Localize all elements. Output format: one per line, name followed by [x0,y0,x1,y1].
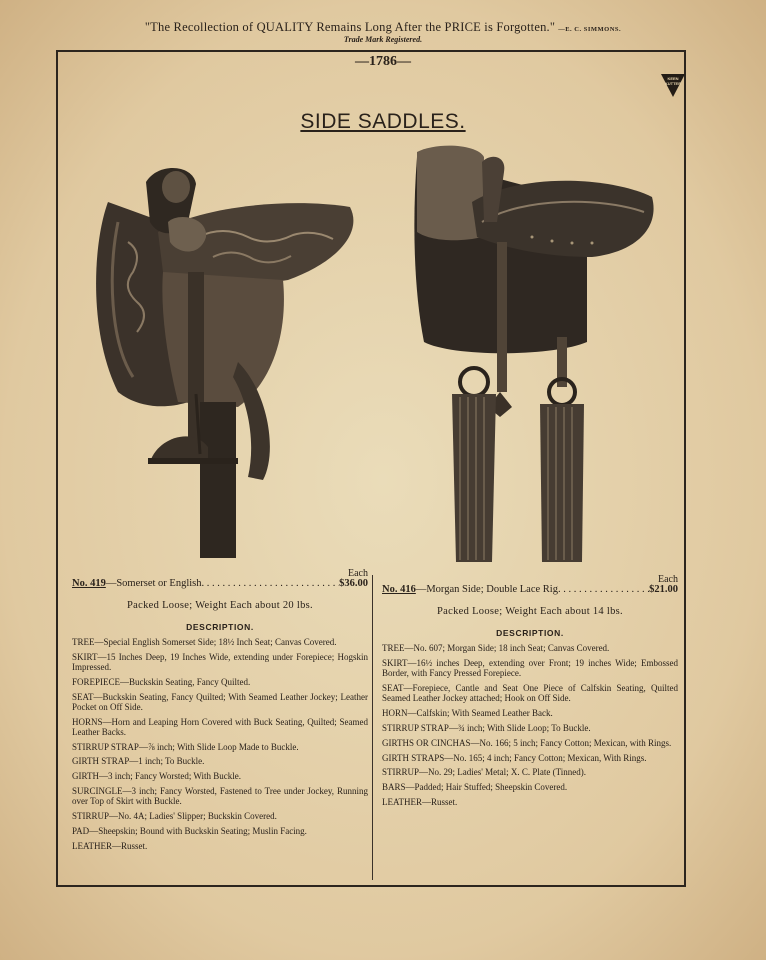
product-column-416 [382,574,678,813]
spec-seat: SEAT—Buckskin Seating, Fancy Quilted; With Seamed Leather Jockey; Leather Pocket on Off Side. [72,692,368,712]
product-name: —Morgan Side; Double Lace Rig [415,584,558,595]
header-motto [0,20,766,35]
page-title: SIDE SADDLES. [300,110,466,133]
spec-girths-cinchas: GIRTHS OR CINCHAS—No. 166; 5 inch; Fancy Cotton; Mexican, with Rings. [382,737,672,748]
spec-girth: GIRTH—3 inch; Fancy Worsted; With Buckle. [72,771,242,782]
spec-stirrup-strap: STIRRUP STRAP—⅞ inch; With Slide Loop Made to Buckle. [72,741,299,752]
spec-leather: LEATHER—Russet. [72,840,148,851]
packing-info: Packed Loose; Weight Each about 14 lbs. [437,605,623,617]
spec-bars: BARS—Padded; Hair Stuffed; Sheepskin Covered. [382,782,568,793]
spec-forepiece: FOREPIECE—Buckskin Seating, Fancy Quilted. [72,677,251,688]
spec-skirt: SKIRT—16½ inches Deep, extending over Front; 19 inches Wide; Embossed Border, with Fancy Pressed Forepiece. [382,658,678,679]
spec-stirrup-strap: STIRRUP STRAP—¾ inch; With Slide Loop; To Buckle. [382,722,591,733]
product-number: No. 416 [382,584,416,595]
svg-text:KEEN: KEEN [667,76,679,81]
morgan-saddle-illustration [412,142,662,572]
description-heading: DESCRIPTION. [186,622,254,633]
spec-stirrup: STIRRUP—No. 4A; Ladies' Slipper; Buckskin Covered. [72,811,277,822]
product-column-419 [72,568,368,857]
somerset-saddle-illustration [88,162,360,560]
spec-girth-straps: GIRTH STRAPS—No. 165; 4 inch; Fancy Cotton; Mexican, With Rings. [382,752,647,763]
column-divider [372,575,373,880]
spec-skirt: SKIRT—15 Inches Deep, 19 Inches Wide, extending under Forepiece; Hogskin Impressed. [72,652,368,673]
spec-leather: LEATHER—Russet. [382,797,458,808]
packing-info: Packed Loose; Weight Each about 20 lbs. [127,599,313,611]
motto-author: —E. C. SIMMONS. [558,26,622,33]
spec-girth-strap: GIRTH STRAP—1 inch; To Buckle. [72,756,205,767]
spec-seat: SEAT—Forepiece, Cantle and Seat One Piece of Calfskin Seating, Quilted Seamed Leather Jockey attached; Hook on Off Side. [382,683,678,703]
keen-kutter-logo-icon [660,72,686,98]
page-number: —1786— [355,54,411,69]
spec-horn: HORN—Calfskin; With Seamed Leather Back. [382,707,553,718]
description-heading: DESCRIPTION. [496,628,564,639]
product-name: —Somerset or English [105,578,202,589]
product-number: No. 419 [72,578,106,589]
each-label: Each [348,568,368,579]
leader-dots [558,584,649,596]
spec-pad: PAD—Sheepskin; Bound with Buckskin Seating; Muslin Facing. [72,825,307,836]
leader-dots [202,578,340,590]
motto-text: "The Recollection of QUALITY Remains Long After the PRICE is Forgotten." [144,20,556,34]
product-price: $36.00 [339,578,368,589]
product-title-line [382,584,678,596]
spec-horns: HORNS—Horn and Leaping Horn Covered with Buck Seating, Quilted; Seamed Leather Backs. [72,716,368,737]
product-title-line [72,578,368,590]
spec-stirrup: STIRRUP—No. 29; Ladies' Metal; X. C. Plate (Tinned). [382,767,587,778]
each-label: Each [658,574,678,585]
trademark-note: Trade Mark Registered. [343,35,423,44]
spec-tree: TREE—Special English Somerset Side; 18½ Inch Seat; Canvas Covered. [72,637,337,648]
product-price: $21.00 [649,584,678,595]
spec-surcingle: SURCINGLE—3 inch; Fancy Worsted, Fastened to Tree under Jockey, Running over Top of Skirt with Buckle. [72,786,368,807]
svg-text:KUTTER: KUTTER [664,81,682,86]
spec-tree: TREE—No. 607; Morgan Side; 18 inch Seat; Canvas Covered. [382,643,610,654]
